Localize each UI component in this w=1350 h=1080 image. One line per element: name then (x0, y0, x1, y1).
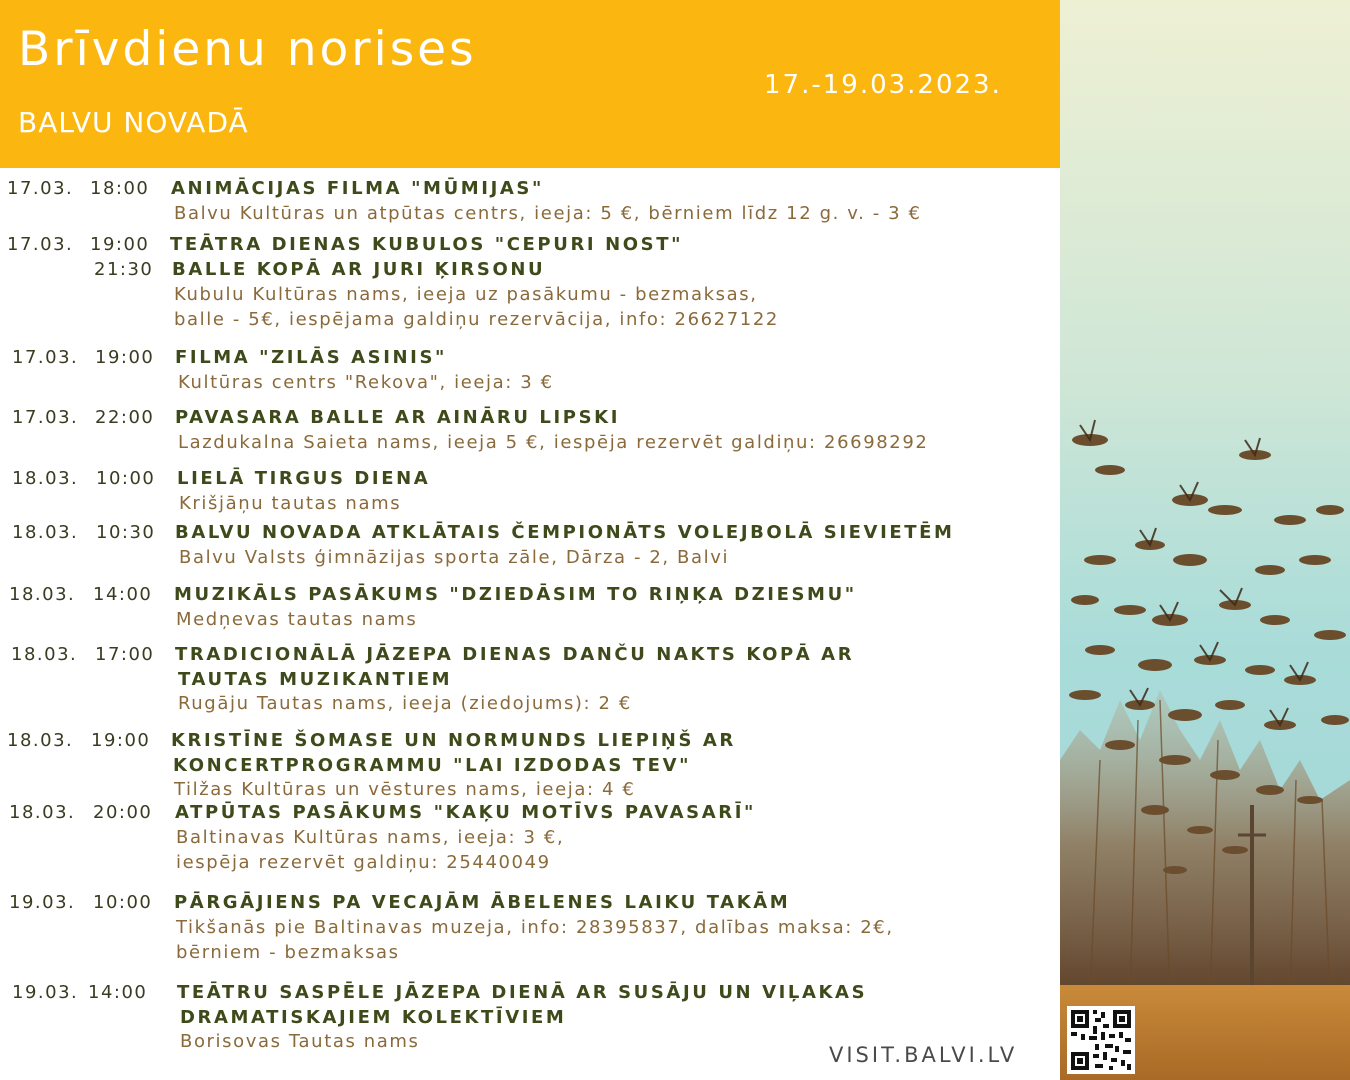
event-item (0, 584, 1060, 634)
event-date: 18.03. (7, 730, 74, 751)
event-name: ANIMĀCIJAS FILMA "MŪMIJAS" (171, 178, 544, 199)
event-time: 10:30 (96, 522, 156, 543)
event-time: 19:00 (95, 347, 155, 368)
event-name: TRADICIONĀLĀ JĀZEPA DIENAS DANČU NAKTS KOPĀ AR (175, 644, 855, 665)
event-date: 17.03. (12, 347, 79, 368)
date-range: 17.-19.03.2023. (764, 70, 1002, 100)
event-venue: balle - 5€, iespējama galdiņu rezervācija, info: 26627122 (174, 309, 779, 330)
event-venue: Kultūras centrs "Rekova", ieeja: 3 € (178, 372, 554, 393)
event-time: 22:00 (95, 407, 155, 428)
event-date: 19.03. (9, 892, 76, 913)
event-name: BALVU NOVADA ATKLĀTAIS ČEMPIONĀTS VOLEJBOLĀ SIEVIETĒM (175, 522, 955, 543)
event-item (0, 730, 1060, 804)
region-subtitle: BALVU NOVADĀ (18, 106, 249, 139)
event-venue: Lazdukalna Saieta nams, ieeja 5 €, iespēja rezervēt galdiņu: 26698292 (178, 432, 929, 453)
event-date: 18.03. (9, 802, 76, 823)
event-item (0, 347, 1060, 397)
event-venue: Balvu Kultūras un atpūtas centrs, ieeja: 5 €, bērniem līdz 12 g. v. - 3 € (174, 203, 922, 224)
event-item (0, 407, 1060, 457)
geese-photo (1060, 0, 1350, 1080)
event-name: PAVASARA BALLE AR AINĀRU LIPSKI (175, 407, 620, 428)
event-name: FILMA "ZILĀS ASINIS" (175, 347, 448, 368)
event-time: 10:00 (93, 892, 153, 913)
event-time: 19:00 (91, 730, 151, 751)
event-item (0, 178, 1060, 228)
event-time: 17:00 (95, 644, 155, 665)
event-item (0, 522, 1060, 572)
event-name: TEĀTRU SASPĒLE JĀZEPA DIENĀ AR SUSĀJU UN VIĻAKAS (177, 982, 868, 1003)
event-name: MUZIKĀLS PASĀKUMS "DZIEDĀSIM TO RIŅĶA DZIESMU" (174, 584, 857, 605)
event-time: 14:00 (88, 982, 148, 1003)
event-name: KONCERTPROGRAMMU "LAI IZDODAS TEV" (173, 755, 692, 776)
event-date: 19.03. (12, 982, 79, 1003)
event-date: 17.03. (7, 178, 74, 199)
event-name: PĀRGĀJIENS PA VECAJĀM ĀBELENES LAIKU TAKĀM (174, 892, 791, 913)
event-item (0, 468, 1060, 518)
event-time: 14:00 (93, 584, 153, 605)
event-item (0, 892, 1060, 967)
event-time: 18:00 (90, 178, 150, 199)
website-link[interactable]: VISIT.BALVI.LV (829, 1043, 1018, 1067)
event-name: LIELĀ TIRGUS DIENA (177, 468, 431, 489)
event-date: 18.03. (9, 584, 76, 605)
event-time: 19:00 (90, 234, 150, 255)
event-name: TEĀTRA DIENAS KUBULOS "CEPURI NOST" (170, 234, 684, 255)
event-time: 21:30 (94, 259, 154, 280)
event-date: 18.03. (12, 522, 79, 543)
event-item (0, 802, 1060, 877)
event-date: 17.03. (7, 234, 74, 255)
page-title: Brīvdienu norises (18, 22, 477, 77)
event-name: DRAMATISKAJIEM KOLEKTĪVIEM (180, 1007, 567, 1028)
event-name: KRISTĪNE ŠOMASE UN NORMUNDS LIEPIŅŠ AR (171, 730, 736, 751)
event-item (0, 644, 1060, 718)
header-banner (0, 0, 1060, 168)
event-time: 20:00 (93, 802, 153, 823)
event-venue: Kubulu Kultūras nams, ieeja uz pasākumu - bezmaksas, (174, 284, 758, 305)
event-date: 17.03. (12, 407, 79, 428)
event-venue: Tilžas Kultūras un vēstures nams, ieeja: 4 € (174, 779, 636, 800)
event-time: 10:00 (96, 468, 156, 489)
event-venue: iespēja rezervēt galdiņu: 25440049 (176, 852, 551, 873)
qr-code[interactable] (1067, 1006, 1135, 1074)
event-venue: Borisovas Tautas nams (180, 1031, 420, 1052)
event-item (0, 234, 1060, 334)
event-date: 18.03. (12, 468, 79, 489)
event-name: ATPŪTAS PASĀKUMS "KAĶU MOTĪVS PAVASARĪ" (175, 802, 756, 823)
event-name: BALLE KOPĀ AR JURI ĶIRSONU (172, 259, 546, 280)
event-venue: bērniem - bezmaksas (176, 942, 400, 963)
event-name: TAUTAS MUZIKANTIEM (178, 669, 453, 690)
event-venue: Medņevas tautas nams (176, 609, 418, 630)
event-venue: Rugāju Tautas nams, ieeja (ziedojums): 2 € (178, 693, 632, 714)
event-venue: Krišjāņu tautas nams (179, 493, 402, 514)
event-venue: Baltinavas Kultūras nams, ieeja: 3 €, (176, 827, 565, 848)
event-venue: Tikšanās pie Baltinavas muzeja, info: 28395837, dalības maksa: 2€, (176, 917, 894, 938)
event-venue: Balvu Valsts ģimnāzijas sporta zāle, Dārza - 2, Balvi (179, 547, 730, 568)
event-date: 18.03. (11, 644, 78, 665)
